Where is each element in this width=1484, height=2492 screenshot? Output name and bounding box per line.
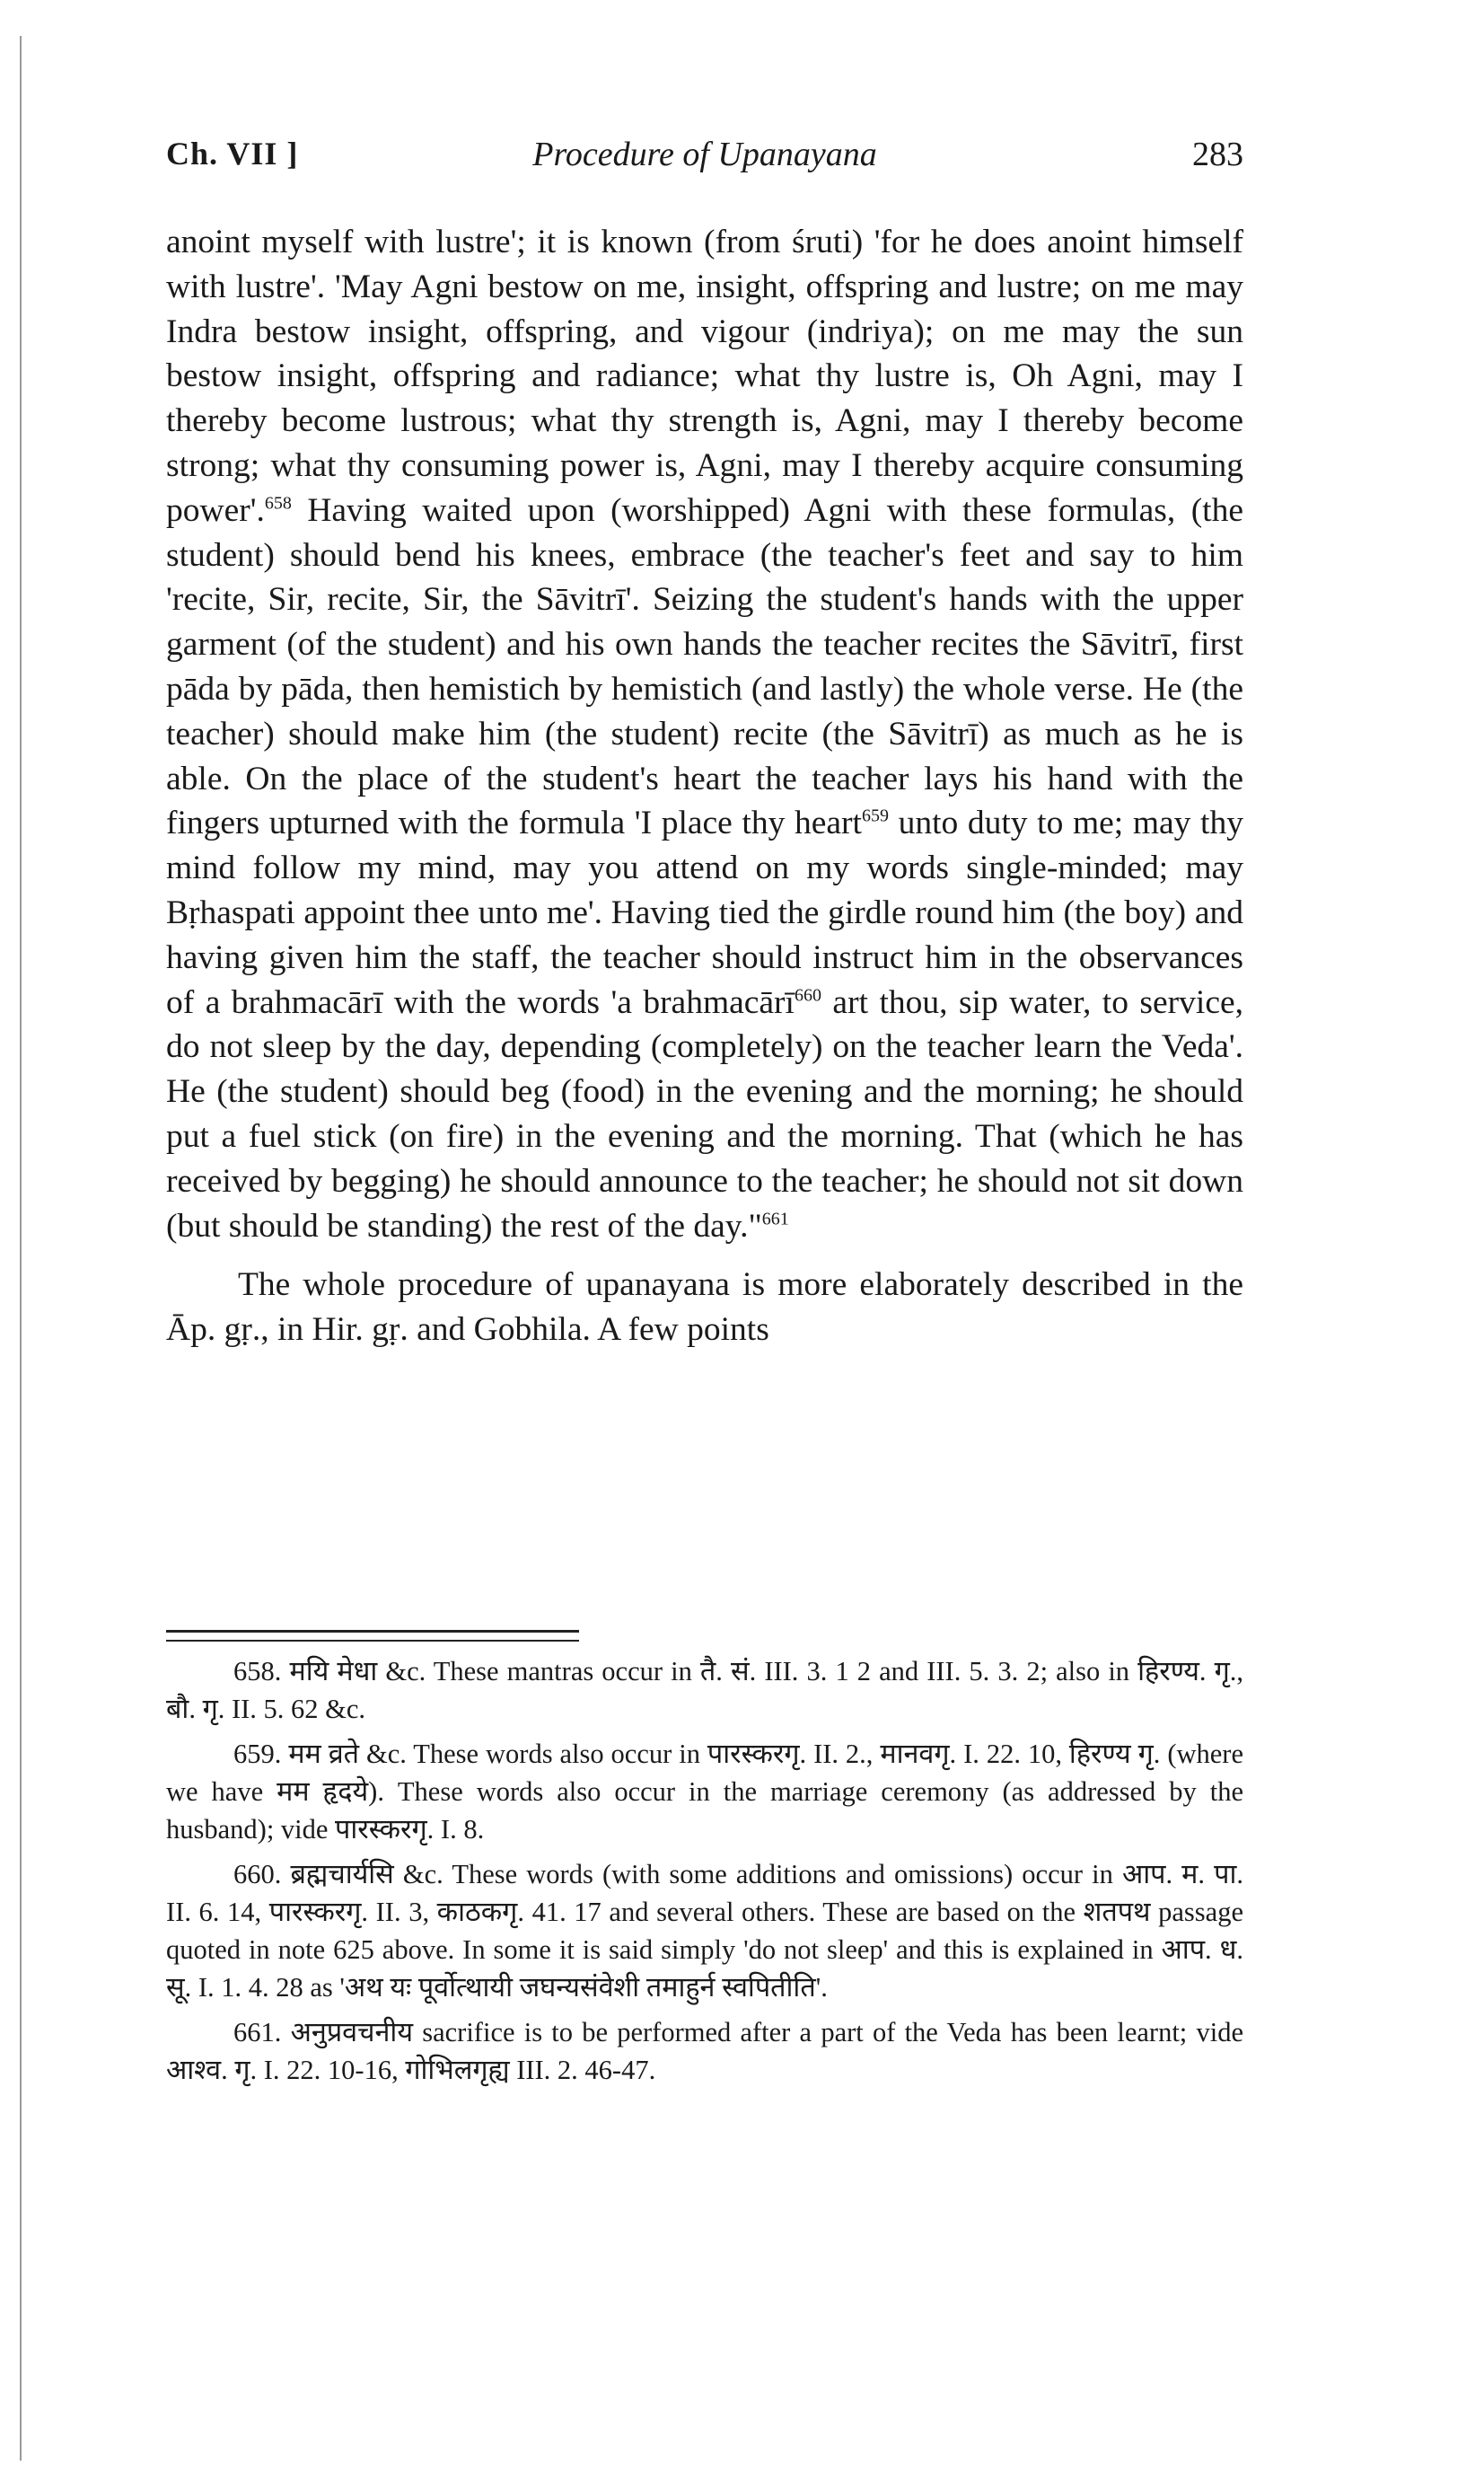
running-title: Procedure of Upanayana [532, 136, 877, 173]
footnote-number: 660. [233, 1859, 282, 1889]
footnote-ref-661[interactable]: 661 [761, 1209, 789, 1229]
footnote-number: 659. [233, 1739, 282, 1769]
footnote-separator-rule [166, 1630, 579, 1642]
main-text [166, 220, 1243, 1352]
footnote-number: 661. [233, 2017, 282, 2047]
page-binding-edge [20, 36, 22, 2461]
footnote-ref-658[interactable]: 658 [264, 493, 292, 514]
footnote-text: अनुप्रवचनीय sacrifice is to be performed after a part of the Veda has been learnt; vide आश्व. गृ. I. 22. 10-16, गोभिलगृह्य III. 2. 46-47. [166, 2017, 1243, 2085]
footnote-text: मयि मेधा &c. These mantras occur in तै. सं. III. 3. 1 2 and III. 5. 3. 2; also in हिरण्य. गृ., बौ. गृ. II. 5. 62 &c. [166, 1656, 1244, 1724]
footnote-661 [166, 2013, 1243, 2089]
footnote-ref-659[interactable]: 659 [861, 806, 889, 826]
paragraph-2: The whole procedure of upanayana is more elaborately described in the Āp. gṛ., in Hir. gṛ. and Gobhila. A few points [166, 1266, 1243, 1349]
footnotes [166, 1652, 1243, 2096]
footnote-ref-660[interactable]: 660 [794, 985, 821, 1006]
paragraph-1-part-a: anoint myself with lustre'; it is known (from śruti) 'for he does anoint himself with lustre'. 'May Agni bestow on me, insight, offspring and lustre; on me may Indra bestow insight, offspring, and vigour (indriya); on me may the sun bestow insight, offspring and radiance; what thy lustre is, Oh Agni, may I thereby become lustrous; what thy strength is, Agni, may I thereby become strong; what thy consuming power is, Agni, may I thereby acquire consuming power'. [166, 224, 1243, 529]
chapter-label: Ch. VII ] [166, 136, 299, 172]
footnote-text: मम व्रते &c. These words also occur in पारस्करगृ. II. 2., मानवगृ. I. 22. 10, हिरण्य गृ. (where we have मम हृदये). These words also occur in the marriage ceremony (as addressed by the husband); vide पारस्करगृ. I. 8. [166, 1739, 1244, 1845]
footnote-number: 658. [233, 1656, 282, 1686]
paragraph-1-part-b: Having waited upon (worshipped) Agni with these formulas, (the student) should bend his knees, embrace (the teacher's feet and say to him 'recite, Sir, recite, Sir, the Sāvitrī'. Seizing the student's hands with the upper garment (of the student) and his own hands the teacher recites the Sāvitrī, first pāda by pāda, then hemistich by hemistich (and lastly) the whole verse. He (the teacher) should make him (the student) recite (the Sāvitrī) as much as he is able. On the place of the student's heart the teacher lays his hand with the fingers upturned with the formula 'I place thy heart [166, 491, 1243, 842]
paragraph-1 [166, 220, 1243, 1248]
footnote-659 [166, 1735, 1243, 1848]
running-header [166, 135, 1243, 189]
footnote-658 [166, 1652, 1243, 1728]
footnote-660 [166, 1855, 1243, 2006]
footnote-text: ब्रह्मचार्यसि &c. These words (with some additions and omissions) occur in आप. म. पा. II. 6. 14, पारस्करगृ. II. 3, काठकगृ. 41. 17 and several others. These are based on the शतपथ passage quoted in note 625 above. In some it is said simply 'do not sleep' and this is explained in आप. ध. सू. I. 1. 4. 28 as 'अथ यः पूर्वोत्थायी जघन्यसंवेशी तमाहुर्न स्वपितीति'. [166, 1859, 1243, 2003]
page-number: 283 [1192, 136, 1243, 173]
paragraph-1-part-c: unto duty to me; may thy mind follow my mind, may you attend on my words single-minded; may Bṛhaspati appoint thee unto me'. Having tied the girdle round him (the boy) and having given him the staff, the teacher should instruct him in the observances of a brahmacārī with the words 'a brahmacārī [166, 805, 1243, 1021]
paragraph-1-part-d: art thou, sip water, to service, do not sleep by the day, depending (completely) on the teacher learn the Veda'. He (the student) should beg (food) in the evening and the morning; he should put a fuel stick (on fire) in the evening and the morning. That (which he has received by begging) he should announce to the teacher; he should not sit down (but should be standing) the rest of the day." [166, 983, 1243, 1245]
